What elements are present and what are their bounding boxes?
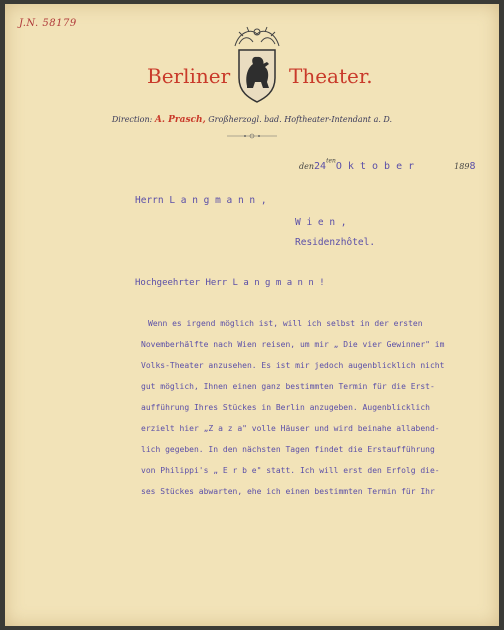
theater-name-right: Theater. (289, 64, 373, 88)
director-title: Großherzogl. bad. Hoftheater-Intendant a. D. (208, 115, 393, 124)
divider-ornament (227, 132, 277, 140)
recipient-name: Herrn L a n g m a n n , (135, 195, 267, 206)
date-year-prefix: 189 (454, 162, 470, 171)
recipient-hotel: Residenzhôtel. (295, 237, 376, 248)
body-line: aufführung Ihres Stückes in Berlin anzugeben. Augenblicklich (141, 403, 430, 412)
body-line: Wenn es irgend möglich ist, will ich selbst in der ersten (148, 319, 423, 328)
date-day: 24 (314, 161, 327, 172)
body-line: von Philippi's „ E r b e" statt. Ich will erst den Erfolg die- (141, 466, 440, 475)
direction-label: Direction: (111, 115, 153, 124)
body-line: ses Stückes abwarten, ehe ich einen bestimmten Termin für Ihr (141, 487, 435, 496)
direction-line (5, 115, 499, 125)
recipient-city: W i e n , (295, 217, 347, 228)
theater-name (5, 64, 499, 160)
director-name: A. Prasch, (154, 115, 206, 125)
body-line: erzielt hier „Z a z a" volle Häuser und wird beinahe allabend- (141, 424, 440, 433)
body-line: Novemberhälfte nach Wien reisen, um mir „ Die vier Gewinner" im (141, 340, 445, 349)
body-line: gut möglich, Ihnen einen ganz bestimmten Termin für die Erst- (141, 382, 435, 391)
date-year-suffix: 8 (469, 161, 476, 172)
date-line (299, 154, 475, 173)
salutation: Hochgeehrter Herr L a n g m a n n ! (135, 278, 325, 288)
body-line: Volks-Theater anzusehen. Es ist mir jedoch augenblicklich nicht (141, 361, 445, 370)
date-sup: ten (326, 157, 336, 165)
date-month: O k t o b e r (335, 161, 415, 172)
body-line: lich gegeben. In den nächsten Tagen findet die Erstaufführung (141, 445, 435, 454)
letter-sheet (5, 4, 499, 626)
date-prefix: den (299, 162, 315, 171)
theater-name-left: Berliner (147, 64, 231, 88)
archive-number: J.N. 58179 (19, 18, 77, 29)
